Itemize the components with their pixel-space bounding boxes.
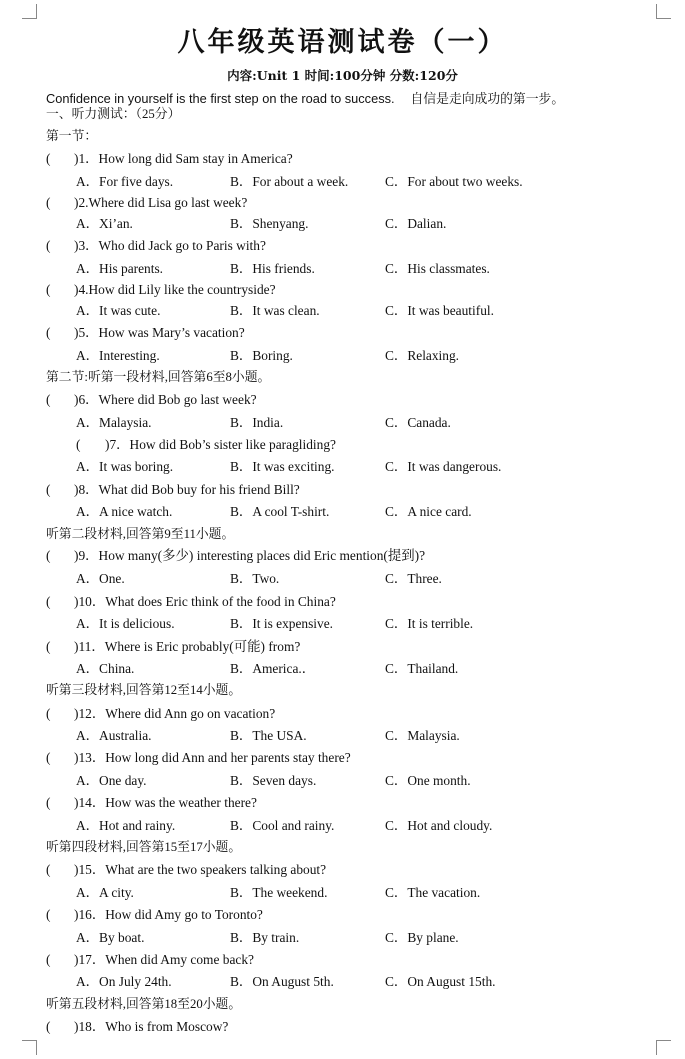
- answer-option-a: A．On July 24th.: [76, 974, 172, 989]
- answer-option-c: C．Relaxing.: [385, 348, 460, 363]
- answer-blank[interactable]: (: [46, 952, 51, 967]
- question-line: [46, 237, 266, 255]
- answer-option-a: A．It was cute.: [76, 303, 161, 318]
- section-heading: 听第四段材料,回答第15至17小题。: [46, 840, 242, 854]
- answer-option-a: A．China.: [76, 661, 135, 676]
- answer-blank[interactable]: (: [46, 1019, 51, 1034]
- answer-option-c: C．His classmates.: [385, 261, 490, 276]
- answer-option-b: B．America.．: [230, 661, 316, 676]
- question-line: [46, 593, 336, 611]
- answer-option-b: B．The USA.: [230, 728, 307, 743]
- question-text: )1．How long did Sam stay in America?: [74, 151, 293, 166]
- question-text: )4.How did Lily like the countryside?: [74, 282, 276, 297]
- question-line: [46, 481, 300, 499]
- question-line: [46, 749, 351, 767]
- answer-option-c: C．It was beautiful.: [385, 303, 494, 318]
- answer-blank[interactable]: (: [46, 594, 51, 609]
- question-line: [46, 861, 326, 879]
- answer-option-a: A．Xi’an.: [76, 216, 133, 231]
- question-line: [76, 436, 336, 454]
- question-line: [46, 391, 257, 409]
- answer-option-b: B．On August 5th.: [230, 974, 334, 989]
- motto-english: Confidence in yourself is the first step on the road to success.: [46, 91, 395, 106]
- answer-option-a: A．It was boring.: [76, 459, 174, 474]
- question-text: )10．What does Eric think of the food in China?: [74, 594, 336, 609]
- answer-blank[interactable]: (: [46, 795, 51, 810]
- answer-option-c: C．Malaysia.: [385, 728, 460, 743]
- answer-option-c: C．By plane.: [385, 930, 459, 945]
- answer-option-b: B．A cool T-shirt.: [230, 504, 330, 519]
- answer-blank[interactable]: (: [46, 392, 51, 407]
- question-line: [46, 150, 293, 168]
- answer-blank[interactable]: (: [46, 482, 51, 497]
- answer-blank[interactable]: (: [46, 907, 51, 922]
- question-text: )13．How long did Ann and her parents stay there?: [74, 750, 351, 765]
- answer-option-c: C．Thailand.: [385, 661, 459, 676]
- question-line: [46, 281, 276, 299]
- question-text: )6．Where did Bob go last week?: [74, 392, 257, 407]
- answer-option-c: C．It is terrible.: [385, 616, 474, 631]
- answer-blank[interactable]: (: [46, 151, 51, 166]
- question-line: [46, 547, 425, 565]
- question-text: )16．How did Amy go to Toronto?: [74, 907, 263, 922]
- answer-option-c: C．Hot and cloudy.: [385, 818, 493, 833]
- question-line: [46, 1018, 228, 1036]
- question-text: )5．How was Mary’s vacation?: [74, 325, 245, 340]
- answer-option-c: C．A nice card.: [385, 504, 472, 519]
- answer-option-b: B．For about a week.: [230, 174, 349, 189]
- question-line: [46, 705, 275, 723]
- answer-option-a: A．One day.: [76, 773, 147, 788]
- answer-option-b: B．India.: [230, 415, 284, 430]
- answer-option-a: A．A city.: [76, 885, 134, 900]
- answer-option-a: A．Interesting.: [76, 348, 160, 363]
- question-line: [46, 194, 247, 212]
- answer-option-b: B．It was exciting.: [230, 459, 335, 474]
- answer-option-b: B．It is expensive.: [230, 616, 334, 631]
- answer-option-b: B．Two.: [230, 571, 280, 586]
- answer-blank[interactable]: (: [46, 238, 51, 253]
- answer-option-a: A．His parents.: [76, 261, 164, 276]
- answer-option-b: B．It was clean.: [230, 303, 320, 318]
- question-text: )11．Where is Eric probably(可能) from?: [74, 639, 301, 654]
- answer-blank[interactable]: (: [46, 862, 51, 877]
- answer-option-c: C．Three.: [385, 571, 442, 586]
- question-line: [46, 324, 245, 342]
- answer-blank[interactable]: (: [46, 325, 51, 340]
- question-text: )2.Where did Lisa go last week?: [74, 195, 248, 210]
- answer-option-c: C．Canada.: [385, 415, 451, 430]
- question-text: )3．Who did Jack go to Paris with?: [74, 238, 266, 253]
- question-text: )7．How did Bob’s sister like paragliding?: [105, 437, 336, 452]
- answer-blank[interactable]: (: [46, 282, 51, 297]
- section-heading: 第一节：: [46, 129, 98, 143]
- question-line: [46, 794, 257, 812]
- exam-info: 内容:Unit 1 时间:100分钟 分数:120分: [227, 68, 458, 83]
- answer-option-c: C．It was dangerous.: [385, 459, 502, 474]
- question-text: )8．What did Bob buy for his friend Bill?: [74, 482, 300, 497]
- answer-option-a: A．A nice watch.: [76, 504, 173, 519]
- answer-option-b: B．Cool and rainy.: [230, 818, 335, 833]
- section-heading: 一、听力测试：（25分）: [46, 107, 181, 121]
- question-line: [46, 638, 300, 656]
- section-heading: 听第三段材料,回答第12至14小题。: [46, 683, 242, 697]
- answer-option-c: C．The vacation.: [385, 885, 481, 900]
- motto-chinese: 自信是走向成功的第一步。: [410, 91, 565, 106]
- answer-option-c: C．One month.: [385, 773, 471, 788]
- answer-option-a: A．It is delicious.: [76, 616, 175, 631]
- answer-option-b: B．Shenyang.: [230, 216, 309, 231]
- answer-option-c: C．On August 15th.: [385, 974, 496, 989]
- answer-option-a: A．Malaysia.: [76, 415, 152, 430]
- answer-option-a: A．By boat.: [76, 930, 145, 945]
- answer-option-c: C．For about two weeks.: [385, 174, 523, 189]
- answer-blank[interactable]: (: [46, 639, 51, 654]
- question-text: )12．Where did Ann go on vacation?: [74, 706, 276, 721]
- section-heading: 听第二段材料,回答第9至11小题。: [46, 527, 235, 541]
- answer-blank[interactable]: (: [76, 437, 81, 452]
- answer-option-b: B．Seven days.: [230, 773, 317, 788]
- answer-option-a: A．Hot and rainy.: [76, 818, 176, 833]
- question-text: )18．Who is from Moscow?: [74, 1019, 229, 1034]
- question-text: )17．When did Amy come back?: [74, 952, 254, 967]
- answer-blank[interactable]: (: [46, 195, 51, 210]
- question-line: [46, 906, 263, 924]
- answer-option-c: C．Dalian.: [385, 216, 447, 231]
- answer-option-a: A．Australia.: [76, 728, 152, 743]
- answer-option-b: B．Boring.: [230, 348, 293, 363]
- question-text: )15．What are the two speakers talking about?: [74, 862, 327, 877]
- answer-option-b: B．His friends.: [230, 261, 315, 276]
- section-heading: 第二节:听第一段材料,回答第6至8小题。: [46, 370, 271, 384]
- answer-blank[interactable]: (: [46, 706, 51, 721]
- question-text: )9．How many(多少) interesting places did Eric mention(提到)?: [74, 548, 426, 563]
- question-line: [46, 951, 254, 969]
- answer-option-a: A．One.: [76, 571, 125, 586]
- section-heading: 听第五段材料,回答第18至20小题。: [46, 997, 242, 1011]
- question-text: )14．How was the weather there?: [74, 795, 257, 810]
- answer-blank[interactable]: (: [46, 750, 51, 765]
- answer-blank[interactable]: (: [46, 548, 51, 563]
- answer-option-b: B．The weekend.: [230, 885, 328, 900]
- answer-option-a: A．For five days.: [76, 174, 174, 189]
- answer-option-b: B．By train.: [230, 930, 300, 945]
- page-title: 八年级英语测试卷（一）: [177, 27, 508, 58]
